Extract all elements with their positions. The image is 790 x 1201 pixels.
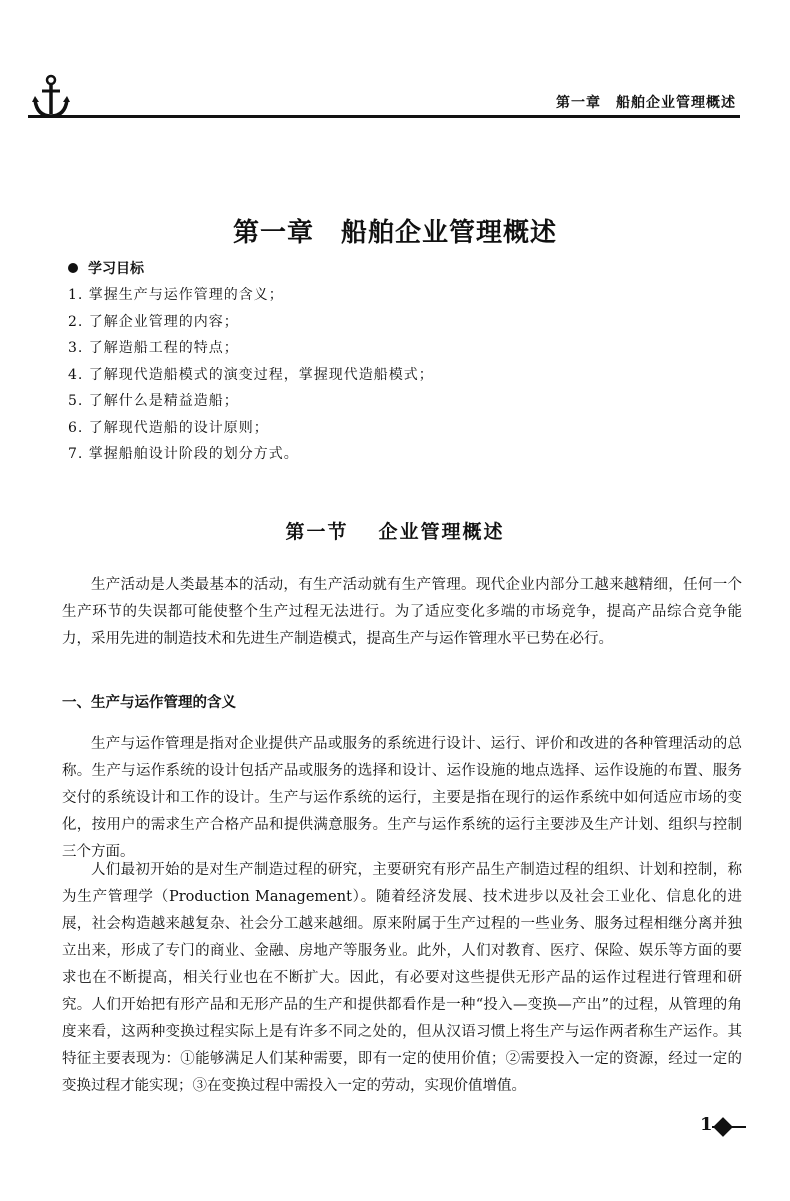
intro-paragraph: 生产活动是人类最基本的活动，有生产活动就有生产管理。现代企业内部分工越来越精细，任何一个生产环节的失误都可能使整个生产过程无法进行。为了适应变化多端的市场竞争，提高产品综合竞争能力，采用先进的制造技术和先进生产制造模式，提高生产与运作管理水平已势在必行。 [62,577,742,647]
section-number: 第一节 [285,521,349,543]
page-number [698,1112,748,1142]
running-title: 第一章 船舶企业管理概述 [556,95,736,111]
objective-item: 7. 掌握船舶设计阶段的划分方式。 [68,446,299,462]
objective-item: 3. 了解造船工程的特点； [68,340,239,356]
learning-objectives [68,258,748,468]
page-header [28,70,740,120]
diamond-icon [713,1117,733,1137]
objectives-heading-text: 学习目标 [88,261,144,277]
history-paragraph: 人们最初开始的是对生产制造过程的研究，主要研究有形产品生产制造过程的组织、计划和控制，称为生产管理学（Production Management）。随着经济发展、技术进步以及社会工业化、信息化的进展，社会构造越来越复杂、社会分工越来越细。原来附属于生产过程的一些业务、服务过程相继分离并独立出来，形成了专门的商业、金融、房地产等服务业。此外，人们对教育、医疗、保险、娱乐等方面的要求也在不断提高，相关行业也在不断扩大。因此，有必要对这些提供无形产品的运作过程进行管理和研究。人们开始把有形产品和无形产品的生产和提供都看作是一种“投入—变换—产出”的过程，从管理的角度来看，这两种变换过程实际上是有许多不同之处的，但从汉语习惯上将生产与运作两者称生产运作。其特征主要表现为：①能够满足人们某种需要，即有一定的使用价值；②需要投入一定的资源，经过一定的变换过程才能实现；③在变换过程中需投入一定的劳动，实现价值增值。 [62,862,742,1094]
objectives-list [68,282,748,468]
chapter-title: 第一章 船舶企业管理概述 [232,218,557,248]
section-name: 企业管理概述 [378,521,505,543]
objective-item: 4. 了解现代造船模式的演变过程，掌握现代造船模式； [68,366,434,383]
definition-paragraph: 生产与运作管理是指对企业提供产品或服务的系统进行设计、运行、评价和改进的各种管理活动的总称。生产与运作系统的设计包括产品或服务的选择和设计、运作设施的地点选择、运作设施的布置、服务交付的系统设计和工作的设计。生产与运作系统的运行，主要是指在现行的运作系统中如何适应市场的变化，按用户的需求生产合格产品和提供满意服务。生产与运作系统的运行主要涉及生产计划、组织与控制三个方面。 [62,736,742,860]
objectives-heading [68,258,748,280]
objective-item: 1. 掌握生产与运作管理的含义； [68,287,284,303]
header-rule [28,115,740,118]
bullet-icon [68,263,78,273]
objective-item: 5. 了解什么是精益造船； [68,393,239,409]
page-number-text: 1 [700,1114,713,1135]
subsection-heading: 一、生产与运作管理的含义 [62,695,236,711]
objective-item: 2. 了解企业管理的内容； [68,313,239,330]
section-title [0,517,790,544]
objective-item: 6. 了解现代造船的设计原则； [68,419,269,436]
anchor-icon [32,74,70,120]
